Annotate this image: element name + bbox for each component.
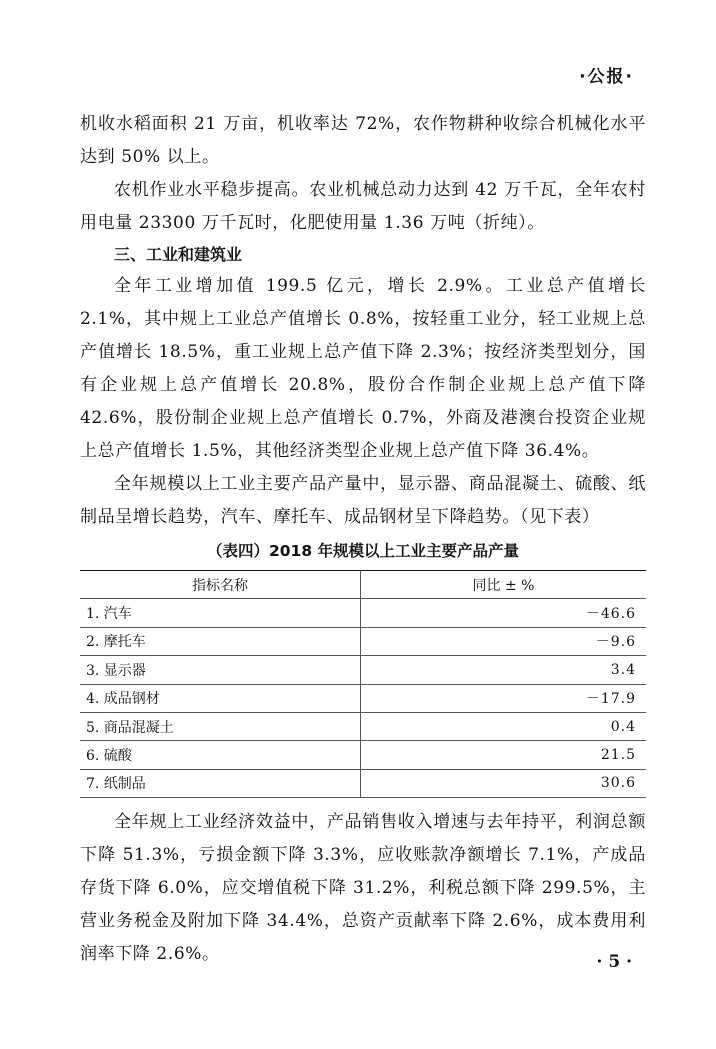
table-title: （表四）2018 年规模以上工业主要产品产量 [206,542,520,560]
row-name: 2. 摩托车 [80,627,361,655]
row-name: 5. 商品混凝土 [80,712,361,740]
page-header: ·公报· [579,67,634,87]
row-value: 21.5 [361,741,647,769]
section-heading-industry: 三、工业和建筑业 [114,245,243,264]
row-value: －46.6 [361,599,647,627]
row-value: 3.4 [361,656,647,684]
paragraph-farm-machinery: 农机作业水平稳步提高。农业机械总动力达到 42 万千瓦，全年农村用电量 23300 万千瓦时，化肥使用量 1.36 万吨（折纯）。 [80,180,646,233]
paragraph-economic-benefits: 全年规上工业经济效益中，产品销售收入增速与去年持平，利润总额下降 51.3%，亏损金额下降 3.3%，应收账款净额增长 7.1%，产成品存货下降 6.0%，应交增值税下降 31.2%，利税总额下降 299.5%，主营业务税金及附加下降 34.4%，总资产贡献率下降 2.6%，成本费用利润率下降 2.6%。 [80,812,646,965]
header-yoy-change: 同比 ± % [361,571,647,599]
row-name: 4. 成品钢材 [80,684,361,712]
page-number: · 5 · [596,952,632,972]
row-value: 0.4 [361,712,647,740]
table-header-row [80,571,646,599]
row-name: 3. 显示器 [80,656,361,684]
row-name: 6. 硫酸 [80,741,361,769]
table-row [80,627,646,655]
row-value: －9.6 [361,627,647,655]
header-indicator-name: 指标名称 [80,571,361,599]
table-row [80,684,646,712]
table-row [80,712,646,740]
row-name: 1. 汽车 [80,599,361,627]
table-row [80,599,646,627]
table-row [80,741,646,769]
product-output-table [80,570,646,798]
table-row [80,656,646,684]
document-body [80,108,646,971]
paragraph-mechanization: 机收水稻面积 21 万亩，机收率达 72%，农作物耕种收综合机械化水平达到 50% 以上。 [80,114,646,167]
row-name: 7. 纸制品 [80,769,361,797]
row-value: 30.6 [361,769,647,797]
table-row [80,769,646,797]
paragraph-industrial-output: 全年工业增加值 199.5 亿元，增长 2.9%。工业总产值增长 2.1%，其中规上工业总产值增长 0.8%，按轻重工业分，轻工业规上总产值增长 18.5%，重工业规上总产值下降 2.3%；按经济类型划分，国有企业规上总产值增长 20.8%，股份合作制企业规上总产值下降 42.6%，股份制企业规上总产值增长 0.7%，外商及港澳台投资企业规上总产值增长 1.5%，其他经济类型企业规上总产值下降 36.4%。 [80,276,646,461]
paragraph-main-products: 全年规模以上工业主要产品产量中，显示器、商品混凝土、硫酸、纸制品呈增长趋势，汽车、摩托车、成品钢材呈下降趋势。（见下表） [80,474,646,527]
row-value: －17.9 [361,684,647,712]
